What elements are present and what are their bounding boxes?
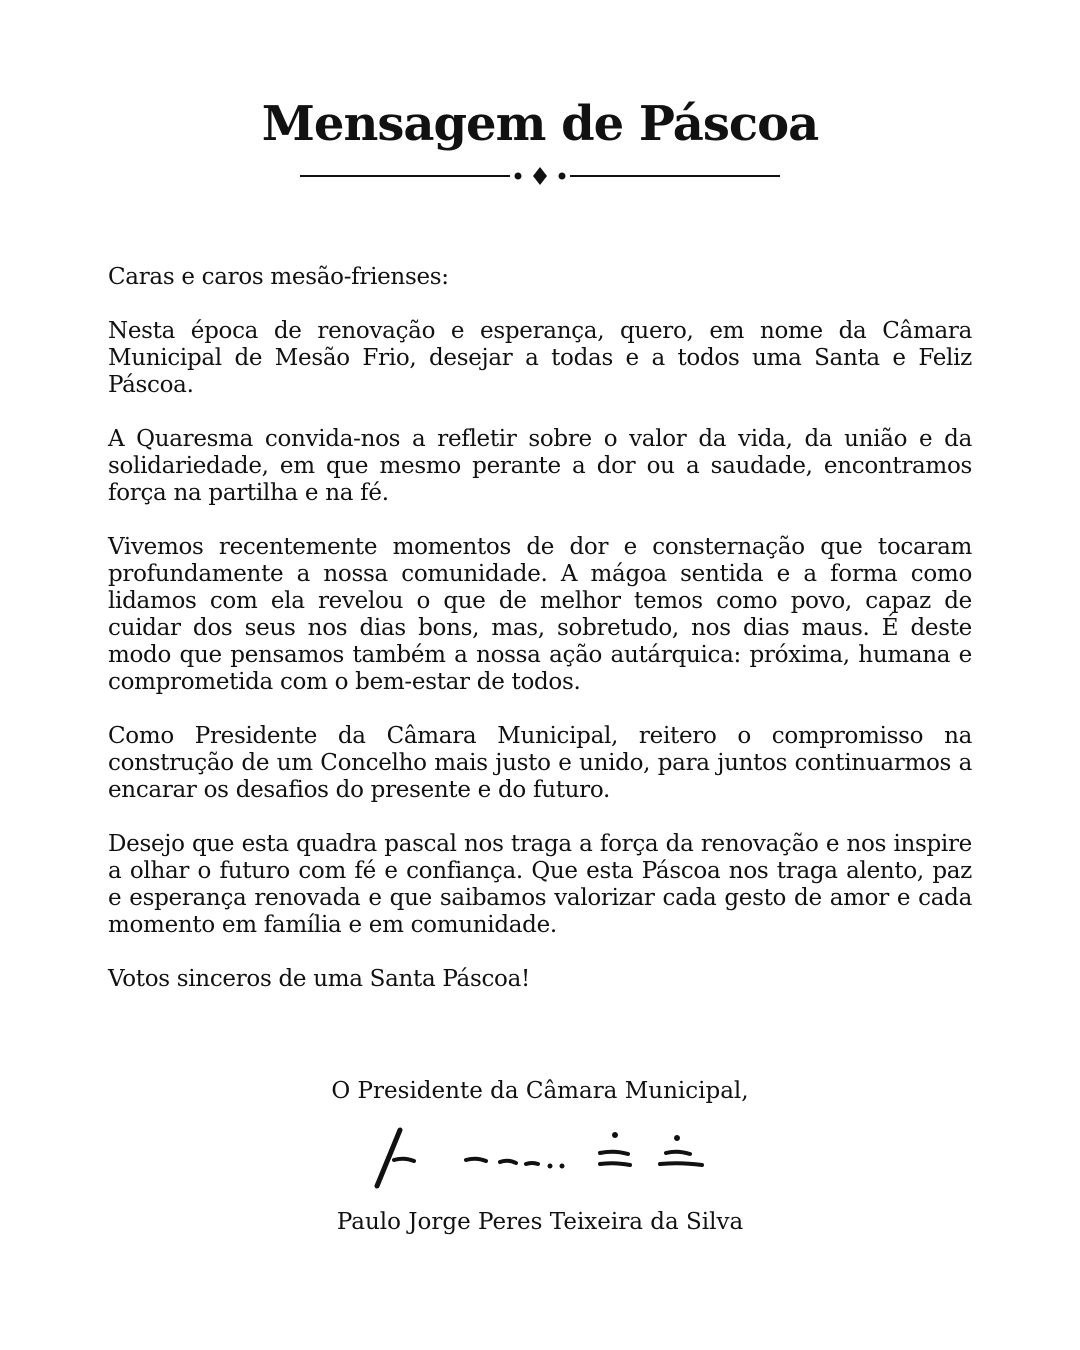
signer-name: Paulo Jorge Peres Teixeira da Silva xyxy=(336,1209,744,1235)
paragraph: Desejo que esta quadra pascal nos traga a força da renovação e nos inspire a olhar o futuro com fé e confiança. Que esta Páscoa nos traga alento, paz e esperança renovada e que saibamos valorizar cada gesto de amor e cada momento em família e em comunidade. xyxy=(108,831,972,938)
paragraph: Nesta época de renovação e esperança, quero, em nome da Câmara Municipal de Mesão Frio, desejar a todas e a todos uma Santa e Feliz Páscoa. xyxy=(108,318,972,398)
title-divider-ornament xyxy=(298,162,782,190)
paragraph: Como Presidente da Câmara Municipal, reitero o compromisso na construção de um Concelho mais justo e unido, para juntos continuarmos a encarar os desafios do presente e do futuro. xyxy=(108,723,972,803)
closing-line: O Presidente da Câmara Municipal, xyxy=(331,1078,749,1104)
wishes: Votos sinceros de uma Santa Páscoa! xyxy=(108,966,530,992)
letter-body xyxy=(108,264,972,1020)
paragraph: Vivemos recentemente momentos de dor e consternação que tocaram profundamente a nossa comunidade. A mágoa sentida e a forma como lidamos com ela revelou o que de melhor temos como povo, capaz de cuidar dos seus nos dias bons, mas, sobretudo, nos dias maus. É deste modo que pensamos também a nossa ação autárquica: próxima, humana e comprometida com o bem-estar de todos. xyxy=(108,534,972,695)
paragraph: A Quaresma convida-nos a refletir sobre o valor da vida, da união e da solidariedade, em que mesmo perante a dor ou a saudade, encontramos força na partilha e na fé. xyxy=(108,426,972,506)
greeting: Caras e caros mesão-frienses: xyxy=(108,264,449,290)
handwritten-signature xyxy=(360,1120,720,1196)
page-title: Mensagem de Páscoa xyxy=(261,96,819,152)
